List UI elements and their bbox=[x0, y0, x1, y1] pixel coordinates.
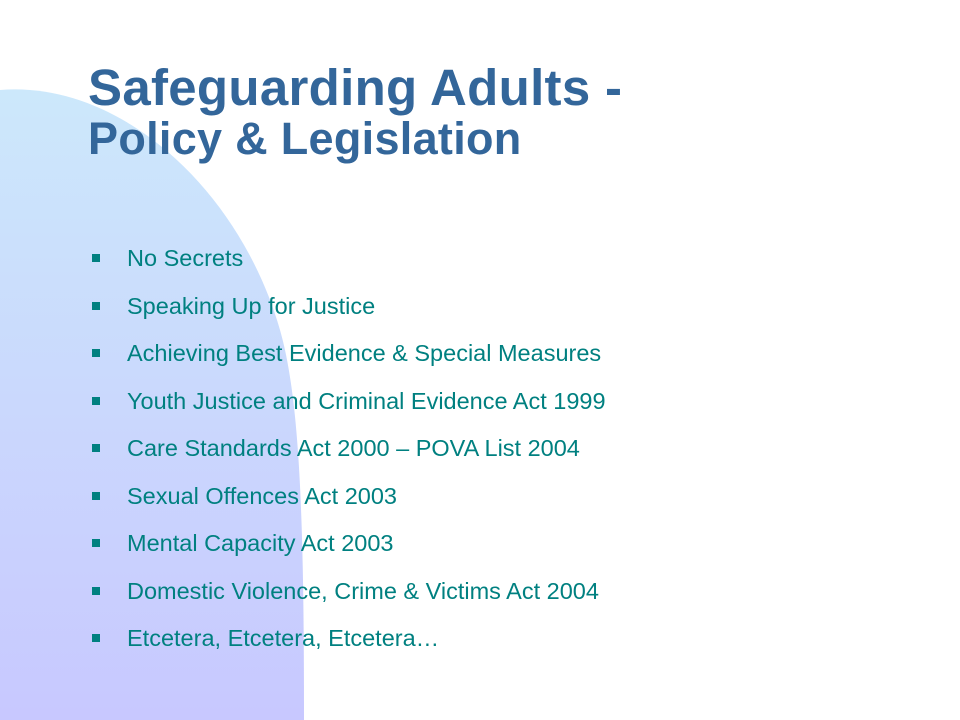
bullet-item bbox=[92, 336, 606, 384]
bullet-item bbox=[92, 479, 606, 527]
bullet-item bbox=[92, 621, 606, 669]
bullet-text: Domestic Violence, Crime & Victims Act 2004 bbox=[127, 577, 599, 604]
bullet-text: Achieving Best Evidence & Special Measures bbox=[127, 340, 602, 366]
bullet-list bbox=[92, 241, 606, 669]
square-bullet-icon bbox=[92, 397, 100, 405]
square-bullet-icon bbox=[92, 539, 100, 547]
square-bullet-icon bbox=[92, 587, 100, 595]
bullet-text: Speaking Up for Justice bbox=[127, 292, 376, 319]
bullet-item bbox=[92, 241, 606, 289]
bullet-item bbox=[92, 574, 606, 622]
bullet-text: Youth Justice and Criminal Evidence Act 1999 bbox=[127, 387, 606, 414]
square-bullet-icon bbox=[92, 349, 100, 357]
bullet-text: Sexual Offences Act 2003 bbox=[127, 482, 397, 509]
square-bullet-icon bbox=[92, 634, 100, 642]
bullet-item bbox=[92, 526, 606, 574]
square-bullet-icon bbox=[92, 254, 100, 262]
slide-title-line1: Safeguarding Adults - bbox=[88, 59, 623, 116]
bullet-item bbox=[92, 431, 606, 479]
square-bullet-icon bbox=[92, 302, 100, 310]
square-bullet-icon bbox=[92, 492, 100, 500]
bullet-text: Etcetera, Etcetera, Etcetera… bbox=[127, 625, 440, 651]
bullet-item bbox=[92, 289, 606, 337]
slide-title-line2: Policy & Legislation bbox=[88, 113, 522, 164]
square-bullet-icon bbox=[92, 444, 100, 452]
bullet-item bbox=[92, 384, 606, 432]
bullet-text: Care Standards Act 2000 – POVA List 2004 bbox=[127, 435, 580, 461]
bullet-text: No Secrets bbox=[127, 245, 244, 271]
slide-title bbox=[88, 59, 623, 164]
bullet-text: Mental Capacity Act 2003 bbox=[127, 530, 394, 556]
